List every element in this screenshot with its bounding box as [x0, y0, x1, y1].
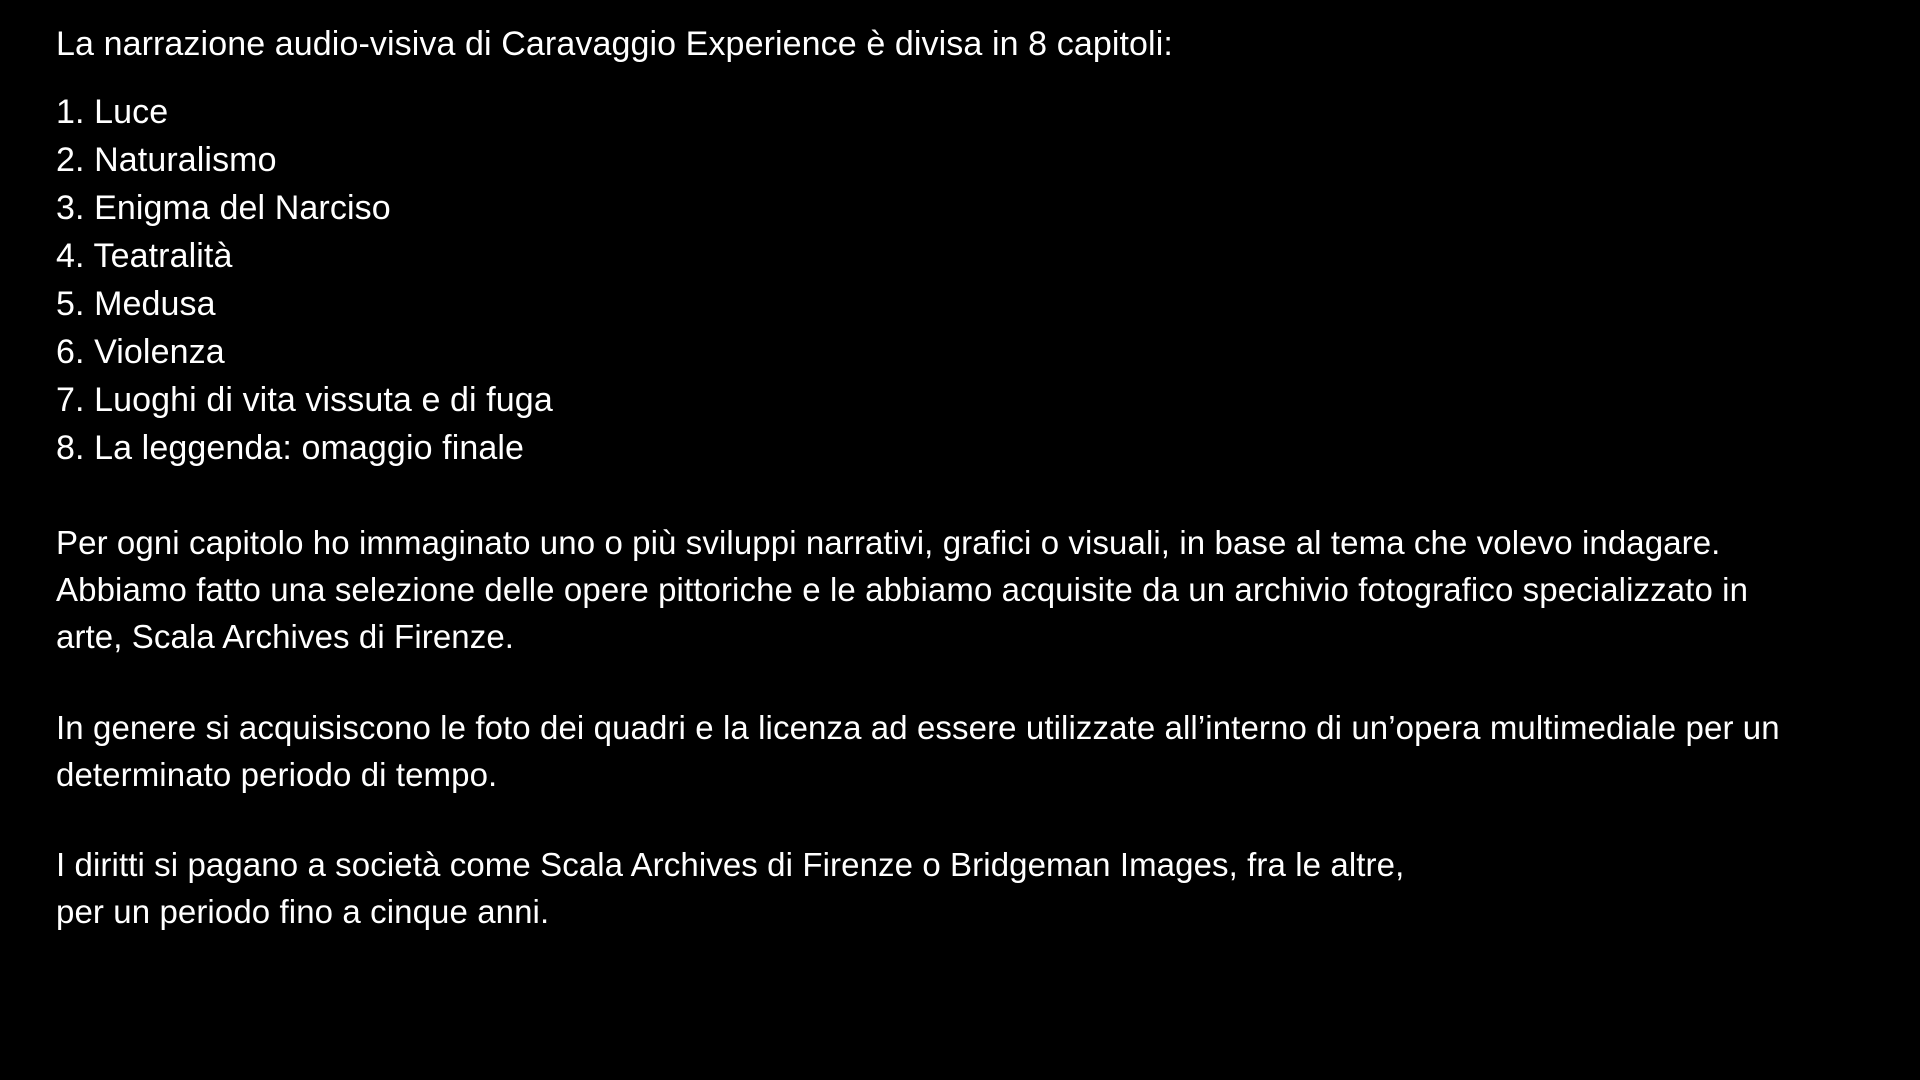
chapter-label: Violenza: [94, 333, 225, 372]
chapter-label: Teatralità: [93, 237, 233, 276]
chapter-number: 2.: [56, 141, 85, 180]
chapter-number: 8.: [56, 429, 85, 468]
body-paragraph-2: In genere si acquisiscono le foto dei quadri e la licenza ad essere utilizzate all’interno di un’opera multimediale per un determinato periodo di tempo.: [56, 708, 1780, 793]
chapter-label: La leggenda: omaggio finale: [94, 429, 525, 468]
chapter-number: 6.: [56, 333, 85, 372]
chapter-number: 3.: [56, 189, 85, 228]
list-item: [56, 280, 1860, 328]
intro-text: La narrazione audio-visiva di Caravaggio Experience è divisa in 8 capitoli:: [56, 25, 1173, 63]
list-item: [56, 424, 1860, 472]
chapter-number: 4.: [56, 237, 85, 276]
body-paragraph-1: Per ogni capitolo ho immaginato uno o più sviluppi narrativi, grafici o visuali, in base al tema che volevo indagare. Abbiamo fatto una selezione delle opere pittoriche e le abbiamo acquisite da un archivio fotografico specializzato in arte, Scala Archives di Firenze.: [56, 524, 1749, 655]
list-item: [56, 136, 1860, 184]
list-item: [56, 88, 1860, 136]
chapter-list: [56, 88, 1860, 472]
chapter-label: Luoghi di vita vissuta e di fuga: [94, 381, 553, 420]
list-item: [56, 376, 1860, 424]
list-item: [56, 232, 1860, 280]
chapter-label: Naturalismo: [94, 141, 277, 180]
body-paragraph-3: I diritti si pagano a società come Scala Archives di Firenze o Bridgeman Images, fra le altre, per un periodo fino a cinque anni.: [56, 846, 1405, 931]
chapter-number: 1.: [56, 93, 85, 132]
chapter-label: Luce: [94, 93, 169, 132]
chapter-number: 7.: [56, 381, 85, 420]
list-item: [56, 328, 1860, 376]
chapter-label: Enigma del Narciso: [94, 189, 391, 228]
chapter-number: 5.: [56, 285, 85, 324]
chapter-label: Medusa: [94, 285, 216, 324]
spacer: [56, 472, 1860, 520]
list-item: [56, 184, 1860, 232]
